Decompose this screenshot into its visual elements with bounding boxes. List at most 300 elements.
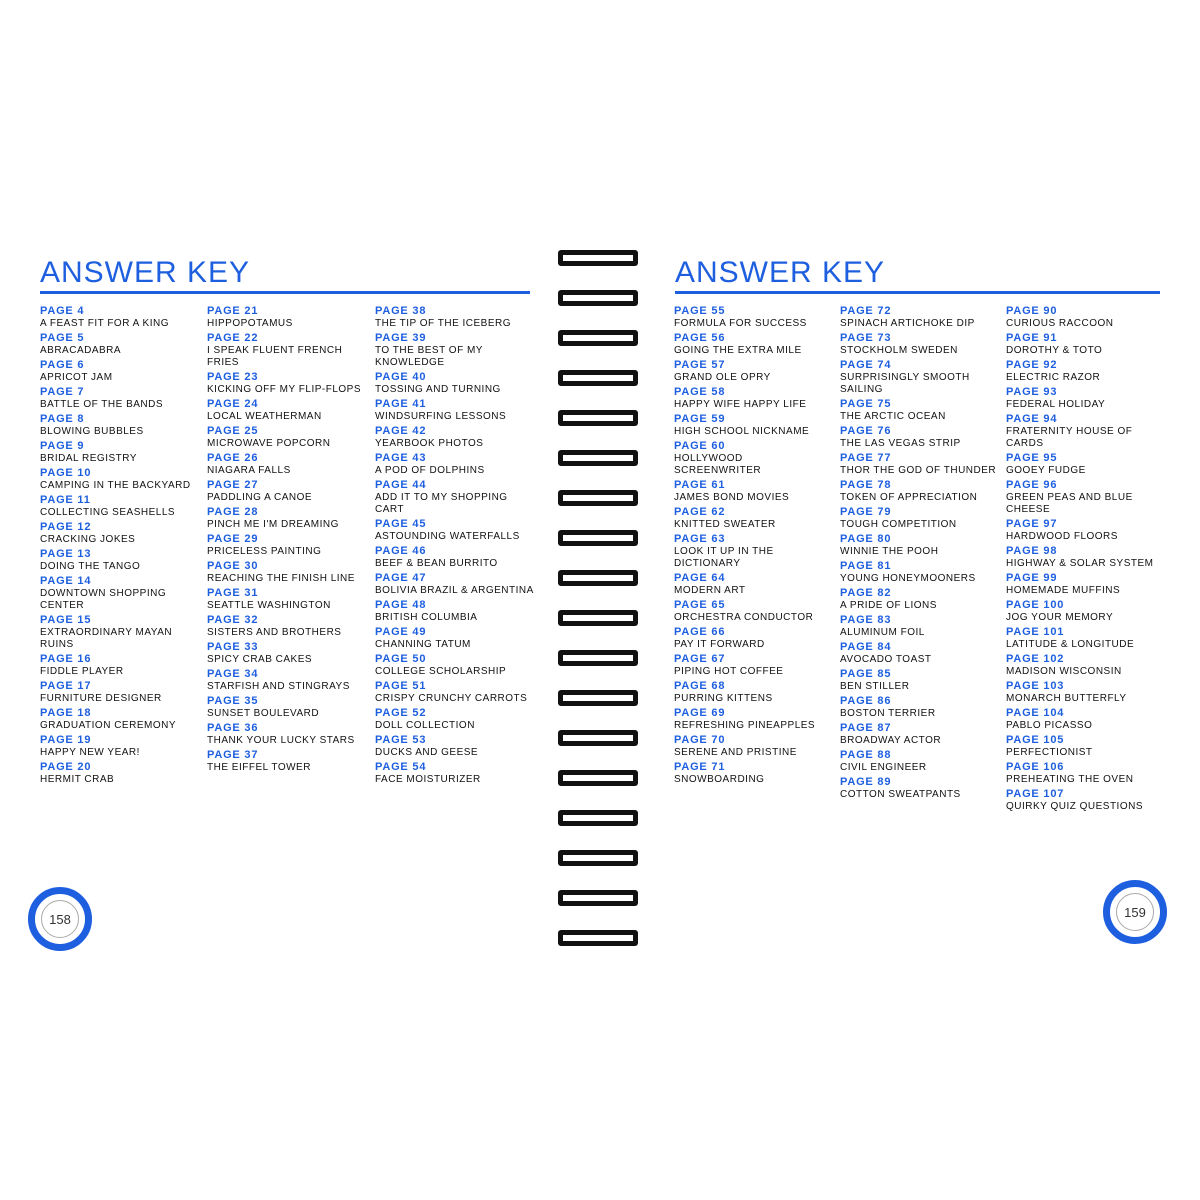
answer-text: QUIRKY QUIZ QUESTIONS <box>1006 800 1143 812</box>
page-title: ANSWER KEY <box>675 256 886 289</box>
page-reference: PAGE 45 <box>375 518 427 530</box>
answer-text: LATITUDE & LONGITUDE <box>1006 638 1135 650</box>
page-reference: PAGE 44 <box>375 479 427 491</box>
answer-text: PAY IT FORWARD <box>674 638 765 650</box>
page-reference: PAGE 9 <box>40 440 85 452</box>
answer-text: PADDLING A CANOE <box>207 491 313 503</box>
page-title: ANSWER KEY <box>40 256 251 289</box>
answer-entry <box>840 426 998 450</box>
answer-entry <box>207 588 365 612</box>
answer-entry <box>207 669 365 693</box>
answer-entry <box>207 480 365 504</box>
page-reference: PAGE 61 <box>674 479 726 491</box>
answer-entry <box>674 573 829 597</box>
answer-column <box>40 306 195 789</box>
answer-text: MICROWAVE POPCORN <box>207 437 331 449</box>
page-reference: PAGE 27 <box>207 479 259 491</box>
page-reference: PAGE 4 <box>40 305 85 317</box>
page-reference: PAGE 18 <box>40 707 92 719</box>
answer-text: MODERN ART <box>674 584 746 596</box>
page-reference: PAGE 86 <box>840 695 892 707</box>
answer-entry <box>674 414 829 438</box>
answer-text: BATTLE OF THE BANDS <box>40 398 164 410</box>
page-reference: PAGE 95 <box>1006 452 1058 464</box>
answer-text: APRICOT JAM <box>40 371 113 383</box>
answer-entry <box>375 708 535 732</box>
answer-text: BOLIVIA BRAZIL & ARGENTINA <box>375 584 534 596</box>
answer-entry <box>674 480 829 504</box>
page-reference: PAGE 65 <box>674 599 726 611</box>
answer-entry <box>840 333 998 357</box>
answer-text: FURNITURE DESIGNER <box>40 692 162 704</box>
answer-entry <box>40 468 195 492</box>
answer-entry <box>840 306 998 330</box>
answer-entry <box>207 372 365 396</box>
answer-text: CHANNING TATUM <box>375 638 471 650</box>
answer-text: BEEF & BEAN BURRITO <box>375 557 498 569</box>
page-reference: PAGE 42 <box>375 425 427 437</box>
page-reference: PAGE 104 <box>1006 707 1065 719</box>
answer-entry <box>207 615 365 639</box>
page-reference: PAGE 13 <box>40 548 92 560</box>
answer-text: CRACKING JOKES <box>40 533 136 545</box>
binding-coil <box>558 410 638 426</box>
answer-entry <box>207 453 365 477</box>
answer-text: TOSSING AND TURNING <box>375 383 501 395</box>
answer-text: ORCHESTRA CONDUCTOR <box>674 611 814 623</box>
page-reference: PAGE 6 <box>40 359 85 371</box>
page-reference: PAGE 16 <box>40 653 92 665</box>
page-reference: PAGE 30 <box>207 560 259 572</box>
answer-entry <box>1006 681 1166 705</box>
answer-entry <box>375 453 535 477</box>
answer-entry <box>674 441 829 477</box>
answer-text: PABLO PICASSO <box>1006 719 1093 731</box>
answer-entry <box>1006 333 1166 357</box>
answer-entry <box>375 654 535 678</box>
answer-text: SERENE AND PRISTINE <box>674 746 797 758</box>
page-reference: PAGE 92 <box>1006 359 1058 371</box>
answer-entry <box>40 576 195 612</box>
answer-text: SEATTLE WASHINGTON <box>207 599 331 611</box>
page-reference: PAGE 19 <box>40 734 92 746</box>
page-reference: PAGE 22 <box>207 332 259 344</box>
page-reference: PAGE 34 <box>207 668 259 680</box>
answer-text: BEN STILLER <box>840 680 910 692</box>
answer-text: DOLL COLLECTION <box>375 719 475 731</box>
answer-entry <box>840 534 998 558</box>
answer-entry <box>207 534 365 558</box>
answer-entry <box>207 696 365 720</box>
page-reference: PAGE 82 <box>840 587 892 599</box>
page-reference: PAGE 50 <box>375 653 427 665</box>
answer-entry <box>674 735 829 759</box>
answer-text: AVOCADO TOAST <box>840 653 932 665</box>
page-reference: PAGE 58 <box>674 386 726 398</box>
page-reference: PAGE 62 <box>674 506 726 518</box>
page-reference: PAGE 8 <box>40 413 85 425</box>
page-reference: PAGE 53 <box>375 734 427 746</box>
answer-entry <box>207 399 365 423</box>
answer-text: EXTRAORDINARY MAYAN RUINS <box>40 626 173 650</box>
page-reference: PAGE 89 <box>840 776 892 788</box>
answer-text: PERFECTIONIST <box>1006 746 1093 758</box>
title-divider <box>675 291 1160 294</box>
answer-entry <box>207 750 365 774</box>
answer-text: HAPPY WIFE HAPPY LIFE <box>674 398 807 410</box>
page-reference: PAGE 41 <box>375 398 427 410</box>
page-reference: PAGE 29 <box>207 533 259 545</box>
page-reference: PAGE 37 <box>207 749 259 761</box>
page-reference: PAGE 73 <box>840 332 892 344</box>
answer-entry <box>840 588 998 612</box>
answer-entry <box>207 333 365 369</box>
answer-column <box>375 306 535 789</box>
answer-text: HIPPOPOTAMUS <box>207 317 293 329</box>
page-reference: PAGE 55 <box>674 305 726 317</box>
answer-text: PRICELESS PAINTING <box>207 545 322 557</box>
answer-entry <box>1006 627 1166 651</box>
answer-text: ASTOUNDING WATERFALLS <box>375 530 520 542</box>
page-reference: PAGE 15 <box>40 614 92 626</box>
page-reference: PAGE 21 <box>207 305 259 317</box>
answer-entry <box>840 723 998 747</box>
page-number-badge <box>28 887 92 951</box>
answer-entry <box>840 615 998 639</box>
answer-text: SNOWBOARDING <box>674 773 765 785</box>
page-reference: PAGE 64 <box>674 572 726 584</box>
answer-entry <box>674 387 829 411</box>
page-reference: PAGE 71 <box>674 761 726 773</box>
answer-entry <box>674 708 829 732</box>
page-reference: PAGE 40 <box>375 371 427 383</box>
page-reference: PAGE 20 <box>40 761 92 773</box>
page-reference: PAGE 69 <box>674 707 726 719</box>
answer-entry <box>1006 414 1166 450</box>
answer-entry <box>375 600 535 624</box>
page-reference: PAGE 103 <box>1006 680 1065 692</box>
answer-column <box>840 306 998 804</box>
page-reference: PAGE 7 <box>40 386 85 398</box>
page-reference: PAGE 52 <box>375 707 427 719</box>
answer-entry <box>840 360 998 396</box>
answer-text: I SPEAK FLUENT FRENCH FRIES <box>207 344 343 368</box>
answer-entry <box>1006 546 1166 570</box>
binding-coil <box>558 770 638 786</box>
binding-coil <box>558 930 638 946</box>
answer-entry <box>1006 453 1166 477</box>
answer-text: BROADWAY ACTOR <box>840 734 942 746</box>
answer-text: CAMPING IN THE BACKYARD <box>40 479 191 491</box>
page-reference: PAGE 10 <box>40 467 92 479</box>
answer-text: SURPRISINGLY SMOOTH SAILING <box>840 371 970 395</box>
title-divider <box>40 291 530 294</box>
answer-entry <box>40 522 195 546</box>
answer-entry <box>674 534 829 570</box>
answer-text: REFRESHING PINEAPPLES <box>674 719 816 731</box>
answer-entry <box>1006 789 1166 813</box>
answer-entry <box>207 561 365 585</box>
answer-text: DOWNTOWN SHOPPING CENTER <box>40 587 167 611</box>
answer-text: LOOK IT UP IN THE DICTIONARY <box>674 545 774 569</box>
page-reference: PAGE 47 <box>375 572 427 584</box>
answer-text: BLOWING BUBBLES <box>40 425 144 437</box>
answer-entry <box>40 735 195 759</box>
page-reference: PAGE 66 <box>674 626 726 638</box>
answer-entry <box>375 681 535 705</box>
answer-entry <box>840 480 998 504</box>
page-reference: PAGE 79 <box>840 506 892 518</box>
answer-text: ELECTRIC RAZOR <box>1006 371 1101 383</box>
answer-text: COLLECTING SEASHELLS <box>40 506 176 518</box>
binding-coil <box>558 810 638 826</box>
answer-entry <box>40 333 195 357</box>
page-reference: PAGE 48 <box>375 599 427 611</box>
answer-text: CURIOUS RACCOON <box>1006 317 1114 329</box>
answer-entry <box>375 573 535 597</box>
answer-text: ABRACADABRA <box>40 344 122 356</box>
answer-entry <box>40 495 195 519</box>
answer-text: COTTON SWEATPANTS <box>840 788 961 800</box>
answer-text: A FEAST FIT FOR A KING <box>40 317 169 329</box>
page-reference: PAGE 39 <box>375 332 427 344</box>
page-reference: PAGE 14 <box>40 575 92 587</box>
answer-text: THOR THE GOD OF THUNDER <box>840 464 997 476</box>
answer-entry <box>40 387 195 411</box>
answer-text: SUNSET BOULEVARD <box>207 707 320 719</box>
answer-text: THE EIFFEL TOWER <box>207 761 311 773</box>
answer-entry <box>40 414 195 438</box>
answer-column <box>1006 306 1166 816</box>
page-reference: PAGE 94 <box>1006 413 1058 425</box>
page-reference: PAGE 98 <box>1006 545 1058 557</box>
binding-coil <box>558 690 638 706</box>
answer-text: FRATERNITY HOUSE OF CARDS <box>1006 425 1133 449</box>
answer-text: GOING THE EXTRA MILE <box>674 344 802 356</box>
answer-text: CRISPY CRUNCHY CARROTS <box>375 692 528 704</box>
answer-column <box>674 306 829 789</box>
page-reference: PAGE 12 <box>40 521 92 533</box>
page-reference: PAGE 31 <box>207 587 259 599</box>
answer-text: PINCH ME I'M DREAMING <box>207 518 339 530</box>
answer-text: LOCAL WEATHERMAN <box>207 410 322 422</box>
answer-text: DUCKS AND GEESE <box>375 746 479 758</box>
page-reference: PAGE 26 <box>207 452 259 464</box>
answer-entry <box>840 642 998 666</box>
answer-entry <box>207 507 365 531</box>
answer-text: PURRING KITTENS <box>674 692 773 704</box>
binding-coil <box>558 370 638 386</box>
answer-entry <box>40 306 195 330</box>
answer-text: CIVIL ENGINEER <box>840 761 927 773</box>
answer-entry <box>40 549 195 573</box>
page-reference: PAGE 80 <box>840 533 892 545</box>
answer-text: SISTERS AND BROTHERS <box>207 626 342 638</box>
page-reference: PAGE 74 <box>840 359 892 371</box>
answer-text: GREEN PEAS AND BLUE CHEESE <box>1006 491 1133 515</box>
left-page <box>0 240 548 960</box>
answer-entry <box>375 735 535 759</box>
answer-text: NIAGARA FALLS <box>207 464 291 476</box>
page-reference: PAGE 68 <box>674 680 726 692</box>
answer-entry <box>1006 480 1166 516</box>
page-reference: PAGE 63 <box>674 533 726 545</box>
answer-entry <box>840 777 998 801</box>
page-reference: PAGE 76 <box>840 425 892 437</box>
answer-text: ALUMINUM FOIL <box>840 626 925 638</box>
page-reference: PAGE 99 <box>1006 572 1058 584</box>
answer-entry <box>674 507 829 531</box>
page-reference: PAGE 105 <box>1006 734 1065 746</box>
answer-entry <box>40 681 195 705</box>
answer-text: SPINACH ARTICHOKE DIP <box>840 317 975 329</box>
answer-entry <box>207 723 365 747</box>
answer-entry <box>1006 654 1166 678</box>
answer-text: HARDWOOD FLOORS <box>1006 530 1118 542</box>
page-reference: PAGE 96 <box>1006 479 1058 491</box>
answer-entry <box>40 654 195 678</box>
answer-text: HIGH SCHOOL NICKNAME <box>674 425 810 437</box>
answer-entry <box>674 306 829 330</box>
page-reference: PAGE 90 <box>1006 305 1058 317</box>
answer-text: TOUGH COMPETITION <box>840 518 957 530</box>
answer-text: HIGHWAY & SOLAR SYSTEM <box>1006 557 1154 569</box>
answer-text: YEARBOOK PHOTOS <box>375 437 484 449</box>
answer-text: FIDDLE PLAYER <box>40 665 124 677</box>
page-reference: PAGE 100 <box>1006 599 1065 611</box>
page-reference: PAGE 59 <box>674 413 726 425</box>
page-reference: PAGE 97 <box>1006 518 1058 530</box>
answer-text: HAPPY NEW YEAR! <box>40 746 140 758</box>
page-reference: PAGE 102 <box>1006 653 1065 665</box>
answer-entry <box>1006 360 1166 384</box>
answer-entry <box>1006 519 1166 543</box>
binding-coil <box>558 570 638 586</box>
answer-entry <box>1006 762 1166 786</box>
answer-entry <box>40 360 195 384</box>
answer-text: JOG YOUR MEMORY <box>1006 611 1114 623</box>
answer-text: GRAND OLE OPRY <box>674 371 771 383</box>
page-reference: PAGE 35 <box>207 695 259 707</box>
answer-entry <box>1006 735 1166 759</box>
answer-entry <box>207 642 365 666</box>
page-reference: PAGE 51 <box>375 680 427 692</box>
page-reference: PAGE 83 <box>840 614 892 626</box>
answer-text: DOROTHY & TOTO <box>1006 344 1103 356</box>
page-reference: PAGE 93 <box>1006 386 1058 398</box>
answer-text: DOING THE TANGO <box>40 560 141 572</box>
answer-entry <box>840 750 998 774</box>
answer-text: KICKING OFF MY FLIP-FLOPS <box>207 383 362 395</box>
answer-entry <box>1006 387 1166 411</box>
binding-coil <box>558 530 638 546</box>
answer-text: STARFISH AND STINGRAYS <box>207 680 350 692</box>
answer-text: GOOEY FUDGE <box>1006 464 1086 476</box>
answer-entry <box>375 627 535 651</box>
answer-text: THE TIP OF THE ICEBERG <box>375 317 512 329</box>
answer-text: A POD OF DOLPHINS <box>375 464 485 476</box>
answer-text: PIPING HOT COFFEE <box>674 665 784 677</box>
answer-entry <box>207 426 365 450</box>
answer-text: FORMULA FOR SUCCESS <box>674 317 807 329</box>
answer-entry <box>1006 306 1166 330</box>
answer-entry <box>40 708 195 732</box>
page-reference: PAGE 23 <box>207 371 259 383</box>
binding-coil <box>558 290 638 306</box>
answer-text: TO THE BEST OF MY KNOWLEDGE <box>375 344 483 368</box>
answer-entry <box>375 306 535 330</box>
answer-entry <box>375 762 535 786</box>
page-reference: PAGE 11 <box>40 494 91 506</box>
page-reference: PAGE 75 <box>840 398 892 410</box>
answer-text: A PRIDE OF LIONS <box>840 599 937 611</box>
page-reference: PAGE 101 <box>1006 626 1065 638</box>
answer-text: REACHING THE FINISH LINE <box>207 572 355 584</box>
binding-coil <box>558 330 638 346</box>
page-reference: PAGE 46 <box>375 545 427 557</box>
page-reference: PAGE 17 <box>40 680 92 692</box>
answer-text: FACE MOISTURIZER <box>375 773 481 785</box>
page-reference: PAGE 85 <box>840 668 892 680</box>
page-reference: PAGE 49 <box>375 626 427 638</box>
page-reference: PAGE 91 <box>1006 332 1058 344</box>
answer-text: GRADUATION CEREMONY <box>40 719 176 731</box>
answer-text: HOLLYWOOD SCREENWRITER <box>674 452 762 476</box>
answer-text: WINNIE THE POOH <box>840 545 939 557</box>
answer-text: BRIDAL REGISTRY <box>40 452 137 464</box>
answer-entry <box>1006 708 1166 732</box>
page-reference: PAGE 60 <box>674 440 726 452</box>
page-reference: PAGE 54 <box>375 761 427 773</box>
answer-entry <box>840 399 998 423</box>
answer-text: THE LAS VEGAS STRIP <box>840 437 961 449</box>
answer-column <box>207 306 365 777</box>
answer-entry <box>40 615 195 651</box>
answer-entry <box>840 696 998 720</box>
answer-text: ADD IT TO MY SHOPPING CART <box>375 491 508 515</box>
spiral-binding <box>558 250 640 950</box>
answer-entry <box>674 600 829 624</box>
page-reference: PAGE 107 <box>1006 788 1065 800</box>
page-reference: PAGE 84 <box>840 641 892 653</box>
answer-text: HOMEMADE MUFFINS <box>1006 584 1121 596</box>
answer-text: COLLEGE SCHOLARSHIP <box>375 665 507 677</box>
answer-entry <box>375 426 535 450</box>
page-reference: PAGE 81 <box>840 560 892 572</box>
page-reference: PAGE 56 <box>674 332 726 344</box>
answer-entry <box>375 519 535 543</box>
binding-coil <box>558 730 638 746</box>
page-reference: PAGE 106 <box>1006 761 1065 773</box>
binding-coil <box>558 610 638 626</box>
page-reference: PAGE 38 <box>375 305 427 317</box>
answer-entry <box>375 399 535 423</box>
answer-entry <box>207 306 365 330</box>
answer-text: FEDERAL HOLIDAY <box>1006 398 1106 410</box>
answer-text: YOUNG HONEYMOONERS <box>840 572 976 584</box>
page-reference: PAGE 70 <box>674 734 726 746</box>
page-reference: PAGE 32 <box>207 614 259 626</box>
page-reference: PAGE 88 <box>840 749 892 761</box>
page-reference: PAGE 36 <box>207 722 259 734</box>
page-reference: PAGE 67 <box>674 653 726 665</box>
answer-text: THE ARCTIC OCEAN <box>840 410 946 422</box>
binding-coil <box>558 250 638 266</box>
page-reference: PAGE 72 <box>840 305 892 317</box>
binding-coil <box>558 450 638 466</box>
answer-text: PREHEATING THE OVEN <box>1006 773 1134 785</box>
answer-entry <box>840 453 998 477</box>
